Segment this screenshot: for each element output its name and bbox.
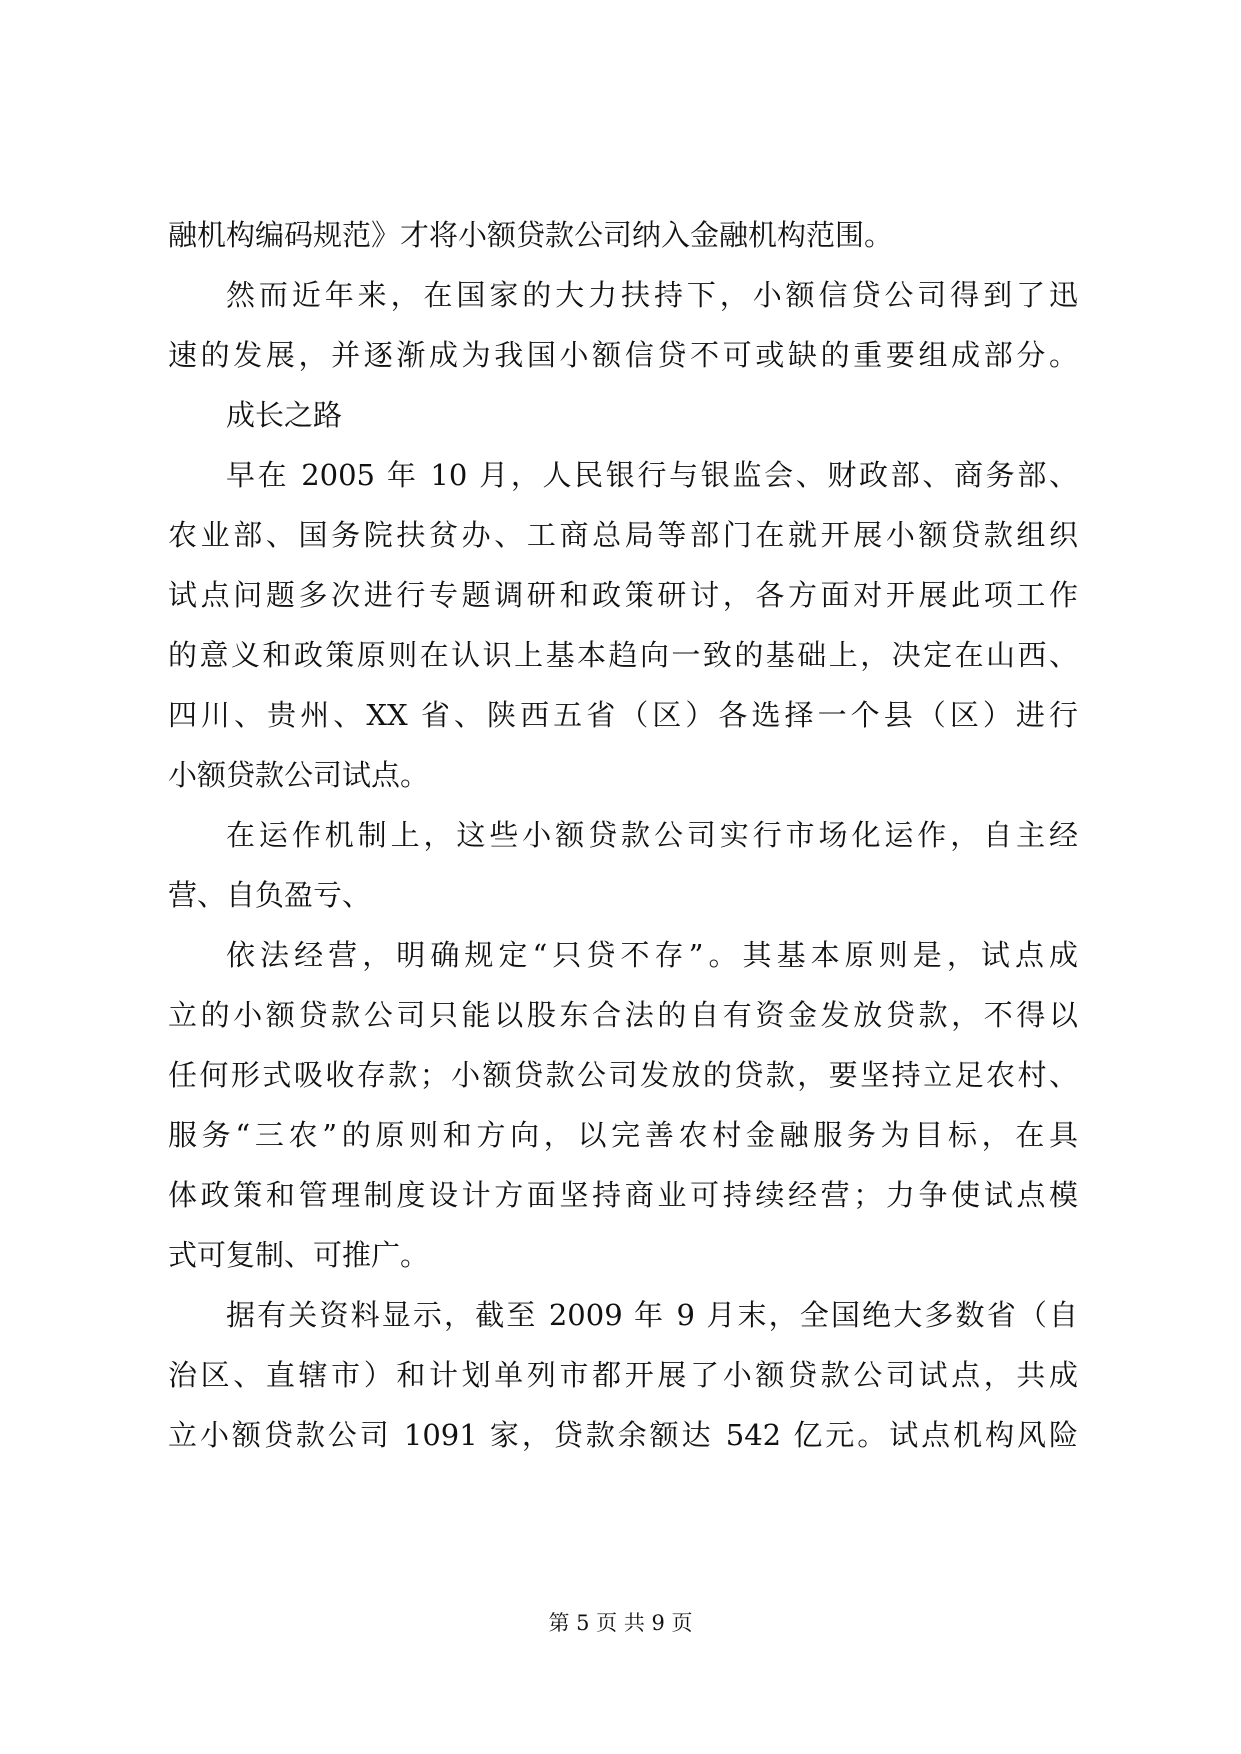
text-line: 式可复制、可推广。 [168, 1238, 430, 1272]
text-line: 四川、贵州、XX 省、陕西五省（区）各选择一个县（区）进行 [168, 698, 1078, 732]
text-line: 体政策和管理制度设计方面坚持商业可持续经营；力争使试点模 [168, 1178, 1078, 1212]
text-line: 早在 2005 年 10 月，人民银行与银监会、财政部、商务部、 [226, 458, 1078, 492]
text-line: 小额贷款公司试点。 [168, 758, 430, 792]
text-line: 速的发展，并逐渐成为我国小额信贷不可或缺的重要组成部分。 [168, 338, 1078, 372]
text-line: 立小额贷款公司 1091 家，贷款余额达 542 亿元。试点机构风险 [168, 1418, 1078, 1452]
text-line: 融机构编码规范》才将小额贷款公司纳入金融机构范围。 [168, 218, 894, 252]
text-line: 试点问题多次进行专题调研和政策研讨，各方面对开展此项工作 [168, 578, 1078, 612]
page-number-footer: 第 5 页 共 9 页 [548, 1611, 693, 1635]
text-line: 治区、直辖市）和计划单列市都开展了小额贷款公司试点，共成 [168, 1358, 1078, 1392]
text-line: 服务“三农”的原则和方向，以完善农村金融服务为目标，在具 [168, 1118, 1078, 1152]
text-line: 依法经营，明确规定“只贷不存”。其基本原则是，试点成 [226, 938, 1078, 972]
text-line: 据有关资料显示，截至 2009 年 9 月末，全国绝大多数省（自 [226, 1298, 1078, 1332]
text-line: 任何形式吸收存款；小额贷款公司发放的贷款，要坚持立足农村、 [168, 1058, 1078, 1092]
document-body [168, 205, 1078, 1465]
section-heading: 成长之路 [226, 398, 343, 432]
text-line: 立的小额贷款公司只能以股东合法的自有资金发放贷款，不得以 [168, 998, 1078, 1032]
text-line: 营、自负盈亏、 [168, 878, 372, 912]
text-line: 的意义和政策原则在认识上基本趋向一致的基础上，决定在山西、 [168, 638, 1078, 672]
text-line: 农业部、国务院扶贫办、工商总局等部门在就开展小额贷款组织 [168, 518, 1078, 552]
text-line: 然而近年来，在国家的大力扶持下，小额信贷公司得到了迅 [226, 278, 1078, 312]
text-line: 在运作机制上，这些小额贷款公司实行市场化运作，自主经 [226, 818, 1078, 852]
